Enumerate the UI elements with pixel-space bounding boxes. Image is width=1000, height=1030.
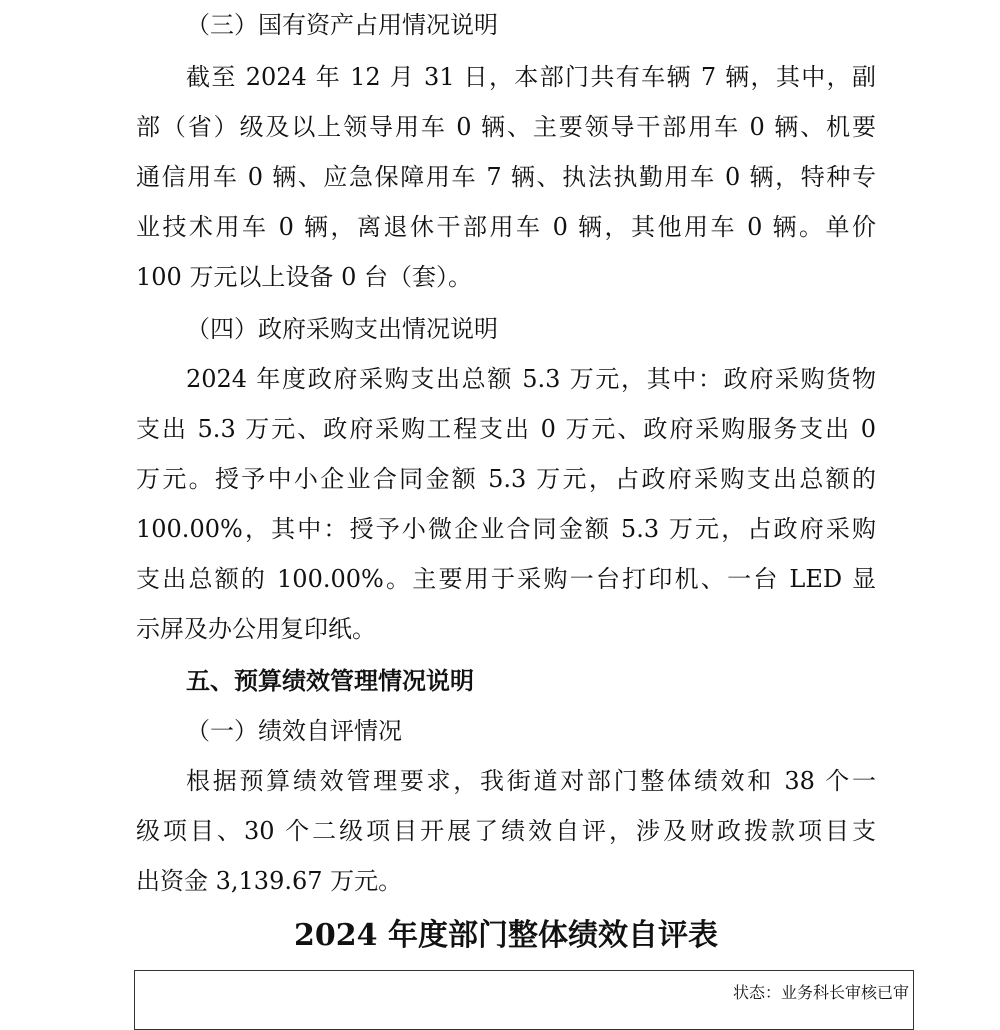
paragraph-line: 根据预算绩效管理要求，我街道对部门整体绩效和 38 个一 [186,767,876,795]
paragraph-line: 2024 年度政府采购支出总额 5.3 万元，其中：政府采购货物 [186,365,876,393]
paragraph-line: 级项目、30 个二级项目开展了绩效自评，涉及财政拨款项目支 [136,817,876,845]
paragraph-line: 部（省）级及以上领导用车 0 辆、主要领导干部用车 0 辆、机要 [136,113,876,141]
paragraph-line: 支出总额的 100.00%。主要用于采购一台打印机、一台 LED 显 [136,565,876,593]
paragraph-line: 支出 5.3 万元、政府采购工程支出 0 万元、政府采购服务支出 0 [136,415,876,443]
status-label: 状态：业务科长审核已审 [732,983,909,1002]
section-heading-procurement: （四）政府采购支出情况说明 [186,315,498,343]
paragraph-line: 万元。授予中小企业合同金额 5.3 万元，占政府采购支出总额的 [136,465,876,493]
section-heading-performance: 五、预算绩效管理情况说明 [186,667,474,695]
paragraph-line: 通信用车 0 辆、应急保障用车 7 辆、执法执勤用车 0 辆，特种专 [136,163,876,191]
table-title: 2024 年度部门整体绩效自评表 [294,918,718,953]
paragraph-line: 业技术用车 0 辆，离退休干部用车 0 辆，其他用车 0 辆。单价 [136,213,876,241]
paragraph-line: 100.00%，其中：授予小微企业合同金额 5.3 万元，占政府采购 [136,515,876,543]
paragraph-line: 100 万元以上设备 0 台（套）。 [136,263,472,291]
section-heading-state-assets: （三）国有资产占用情况说明 [186,11,498,39]
section-heading-self-evaluation: （一）绩效自评情况 [186,717,402,745]
paragraph-line: 截至 2024 年 12 月 31 日，本部门共有车辆 7 辆，其中，副 [186,63,876,91]
paragraph-line: 出资金 3,139.67 万元。 [136,867,403,895]
evaluation-table [134,970,914,1030]
paragraph-line: 示屏及办公用复印纸。 [136,615,376,643]
